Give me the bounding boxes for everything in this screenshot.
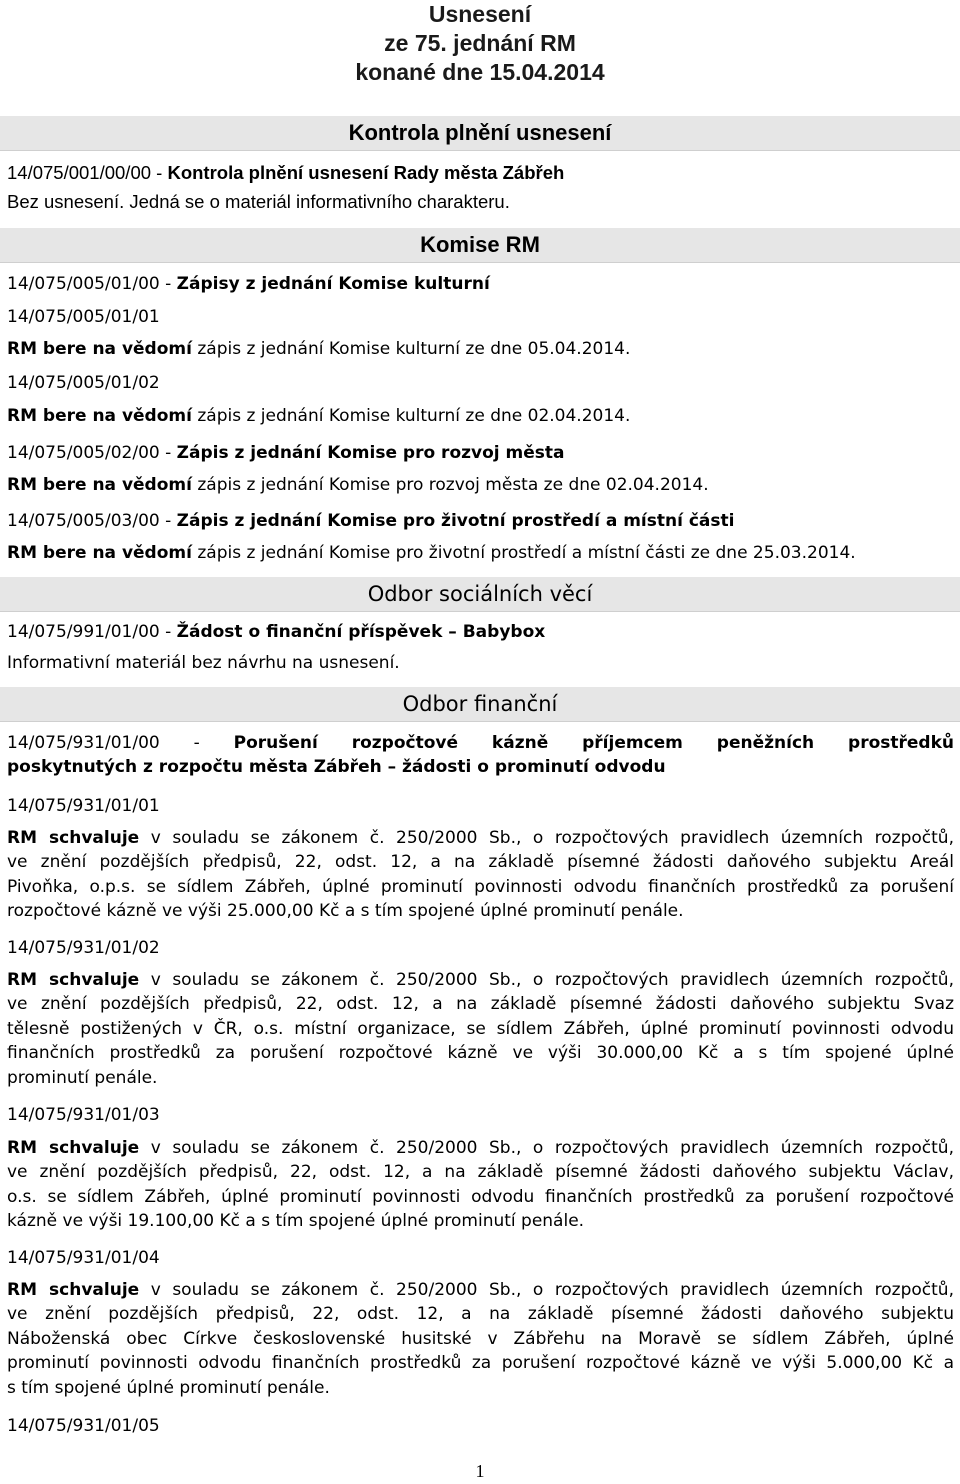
socialni-item <box>7 620 545 644</box>
resolution-verb: RM bere na vědomí <box>7 543 192 563</box>
komise-sub-1-text <box>7 337 630 361</box>
komise-item-3 <box>7 509 734 533</box>
komise-item-2-text <box>7 473 709 497</box>
resolution-text: zápis z jednání Komise pro životní prostředí a místní části ze dne 25.03.2014. <box>191 543 856 563</box>
komise-sub-2-id: 14/075/005/01/02 <box>7 373 160 393</box>
kontrola-item <box>7 161 564 185</box>
resolution-verb: RM schvaluje <box>7 1138 140 1158</box>
item-title: Zápis z jednání Komise pro životní prostředí a místní části <box>176 511 735 531</box>
heading-row-2: poskytnutých z rozpočtu města Zábřeh – žádosti o prominutí odvodu <box>7 757 666 778</box>
section-heading-socialni: Odbor sociálních věcí <box>0 577 960 612</box>
item-id: 14/075/001/00/00 - <box>7 162 168 183</box>
financni-sub-3-text: RM schvaluje v souladu se zákonem č. 250/2000 Sb., o rozpočtových pravidlech územních rozpočtů, ve znění pozdějších předpisů, 22, odst. 12, a na základě písemné žádosti daňového subjektu Václav, o.s. se sídlem Zábřeh, úplné prominutí povinnosti odvodu finančních prostředků za porušení rozpočtové kázně ve výši 19.100,00 Kč a s tím spojené úplné prominutí penále. <box>7 1138 954 1232</box>
item-title: Zápisy z jednání Komise kulturní <box>176 274 490 294</box>
financni-sub-3-id: 14/075/931/01/03 <box>7 1105 160 1125</box>
financni-sub-4-id: 14/075/931/01/04 <box>7 1248 160 1268</box>
komise-sub-1-id: 14/075/005/01/01 <box>7 307 160 327</box>
socialni-note: Informativní materiál bez návrhu na usnesení. <box>7 653 400 673</box>
resolution-verb: RM bere na vědomí <box>7 406 192 426</box>
financni-sub-5-id: 14/075/931/01/05 <box>7 1416 160 1436</box>
item-title: Žádost o finanční příspěvek – Babybox <box>176 622 546 642</box>
financni-sub-1-text: RM schvaluje v souladu se zákonem č. 250/2000 Sb., o rozpočtových pravidlech územních rozpočtů, ve znění pozdějších předpisů, 22, odst. 12, a na základě písemné žádosti daňového subjektu Areál Pivoňka, o.p.s. se sídlem Zábřeh, úplné prominutí povinnosti odvodu finančních prostředků za porušení rozpočtové kázně ve výši 25.000,00 Kč a s tím spojené úplné prominutí penále. <box>7 828 954 922</box>
financni-sub-4-text: RM schvaluje v souladu se zákonem č. 250/2000 Sb., o rozpočtových pravidlech územních rozpočtů, ve znění pozdějších předpisů, 22, odst. 12, a na základě písemné žádosti daňového subjektu Náboženská obec Církve československé husitské v Zábřehu na Moravě se sídlem Zábřeh, úplné prominutí povinnosti odvodu finančních prostředků za porušení rozpočtové kázně ve výši 5.000,00 Kč a s tím spojené úplné prominutí penále. <box>7 1280 954 1398</box>
section-heading-kontrola: Kontrola plnění usnesení <box>0 116 960 151</box>
financni-sub-2-id: 14/075/931/01/02 <box>7 938 160 958</box>
item-id: 14/075/991/01/00 - <box>7 622 177 642</box>
komise-item-3-text <box>7 541 856 565</box>
title-line-2: ze 75. jednání RM <box>384 30 576 56</box>
kontrola-note: Bez usnesení. Jedná se o materiál informativního charakteru. <box>7 191 510 212</box>
financni-sub-2-text: RM schvaluje v souladu se zákonem č. 250/2000 Sb., o rozpočtových pravidlech územních rozpočtů, ve znění pozdějších předpisů, 22, odst. 12, a na základě písemné žádosti daňového subjektu Svaz tělesně postižených v ČR, o.s. místní organizace, se sídlem Zábřeh, úplné prominutí povinnosti odvodu finančních prostředků za porušení rozpočtové kázně ve výši 30.000,00 Kč a s tím spojené úplné prominutí penále. <box>7 970 954 1088</box>
komise-item-1 <box>7 272 490 296</box>
resolution-text: zápis z jednání Komise pro rozvoj města ze dne 02.04.2014. <box>191 475 709 495</box>
resolution-text: zápis z jednání Komise kulturní ze dne 05.04.2014. <box>191 339 631 359</box>
item-title: Kontrola plnění usnesení Rady města Zábřeh <box>167 162 565 183</box>
item-title: Zápis z jednání Komise pro rozvoj města <box>176 443 565 463</box>
title-line-3: konané dne 15.04.2014 <box>355 59 605 85</box>
title-line-1: Usnesení <box>428 1 532 27</box>
item-id: 14/075/005/03/00 - <box>7 511 177 531</box>
resolution-text: zápis z jednání Komise kulturní ze dne 02.04.2014. <box>191 406 631 426</box>
item-id: 14/075/931/01/00 - <box>7 733 234 753</box>
section-heading-financni: Odbor finanční <box>0 687 960 722</box>
heading-row-1: 14/075/931/01/00 - Porušení rozpočtové kázně příjemcem peněžních prostředků <box>7 733 954 753</box>
resolution-verb: RM schvaluje <box>7 970 140 990</box>
section-heading-komise: Komise RM <box>0 228 960 263</box>
document-title <box>280 0 680 87</box>
resolution-verb: RM bere na vědomí <box>7 339 192 359</box>
resolution-verb: RM schvaluje <box>7 1280 140 1300</box>
komise-item-2 <box>7 441 565 465</box>
financni-item-heading <box>7 731 954 780</box>
komise-sub-2-text <box>7 404 630 428</box>
item-id: 14/075/005/02/00 - <box>7 443 177 463</box>
financni-sub-1-id: 14/075/931/01/01 <box>7 796 160 816</box>
page-number: 1 <box>475 1461 485 1481</box>
resolution-verb: RM bere na vědomí <box>7 475 192 495</box>
item-id: 14/075/005/01/00 - <box>7 274 177 294</box>
resolution-verb: RM schvaluje <box>7 828 140 848</box>
